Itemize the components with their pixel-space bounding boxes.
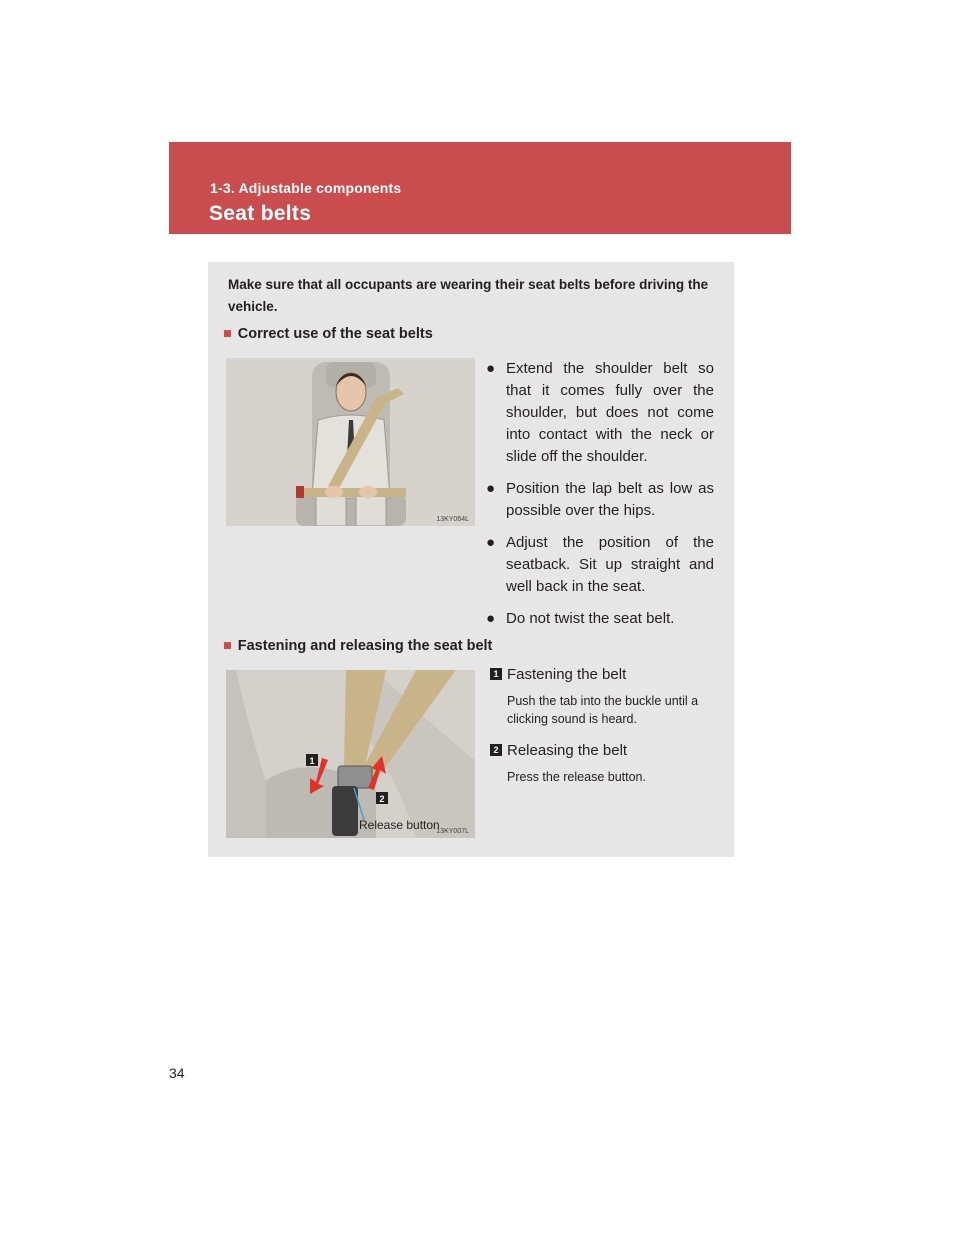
svg-text:1: 1 <box>309 756 315 766</box>
heading-correct-use: ■ Correct use of the seat belts <box>223 326 433 342</box>
seated-occupant-illustration <box>226 358 475 526</box>
page-title: Seat belts <box>209 202 312 225</box>
step-number-badge: 2 <box>490 744 502 756</box>
step-title: Releasing the belt <box>507 742 628 759</box>
step-fastening <box>490 664 714 728</box>
step-releasing <box>490 740 714 786</box>
square-bullet-icon: ■ <box>223 638 232 654</box>
step-title: Fastening the belt <box>507 666 627 683</box>
step-number-badge: 1 <box>490 668 502 680</box>
buckle-illustration <box>226 670 475 838</box>
content-panel <box>208 262 734 857</box>
step-description: Push the tab into the buckle until a clicking sound is heard. <box>507 694 699 726</box>
figure-correct-seat-belt-use <box>226 358 475 526</box>
list-item: ● Position the lap belt as low as possible over the hips. <box>486 480 714 519</box>
bullet-dot-icon: ● <box>486 534 496 551</box>
step-description: Press the release button. <box>507 770 646 784</box>
bullet-dot-icon: ● <box>486 360 496 377</box>
release-button-callout: Release button <box>359 818 440 832</box>
bullet-dot-icon: ● <box>486 480 496 497</box>
list-item: ● Adjust the position of the seatback. Sit up straight and well back in the seat. <box>486 534 714 595</box>
correct-use-bullet-list <box>486 358 714 640</box>
intro-text: Make sure that all occupants are wearing their seat belts before driving the vehicle. <box>228 277 709 314</box>
list-item: ● Extend the shoulder belt so that it comes fully over the shoulder, but does not come into contact with the neck or slide off the shoulder. <box>486 360 714 465</box>
list-item: ● Do not twist the seat belt. <box>486 608 714 630</box>
square-bullet-icon: ■ <box>223 326 232 342</box>
heading-fastening: ■ Fastening and releasing the seat belt <box>223 638 493 654</box>
page-header <box>169 142 791 234</box>
figure-code: 13KY064L <box>436 516 469 523</box>
figure-code: 13KY007L <box>436 828 469 835</box>
figure-fastening-seat-belt <box>226 670 475 838</box>
page-number: 34 <box>169 1065 185 1081</box>
bullet-dot-icon: ● <box>486 610 496 627</box>
svg-text:2: 2 <box>379 794 385 804</box>
section-label: 1-3. Adjustable components <box>210 180 402 196</box>
